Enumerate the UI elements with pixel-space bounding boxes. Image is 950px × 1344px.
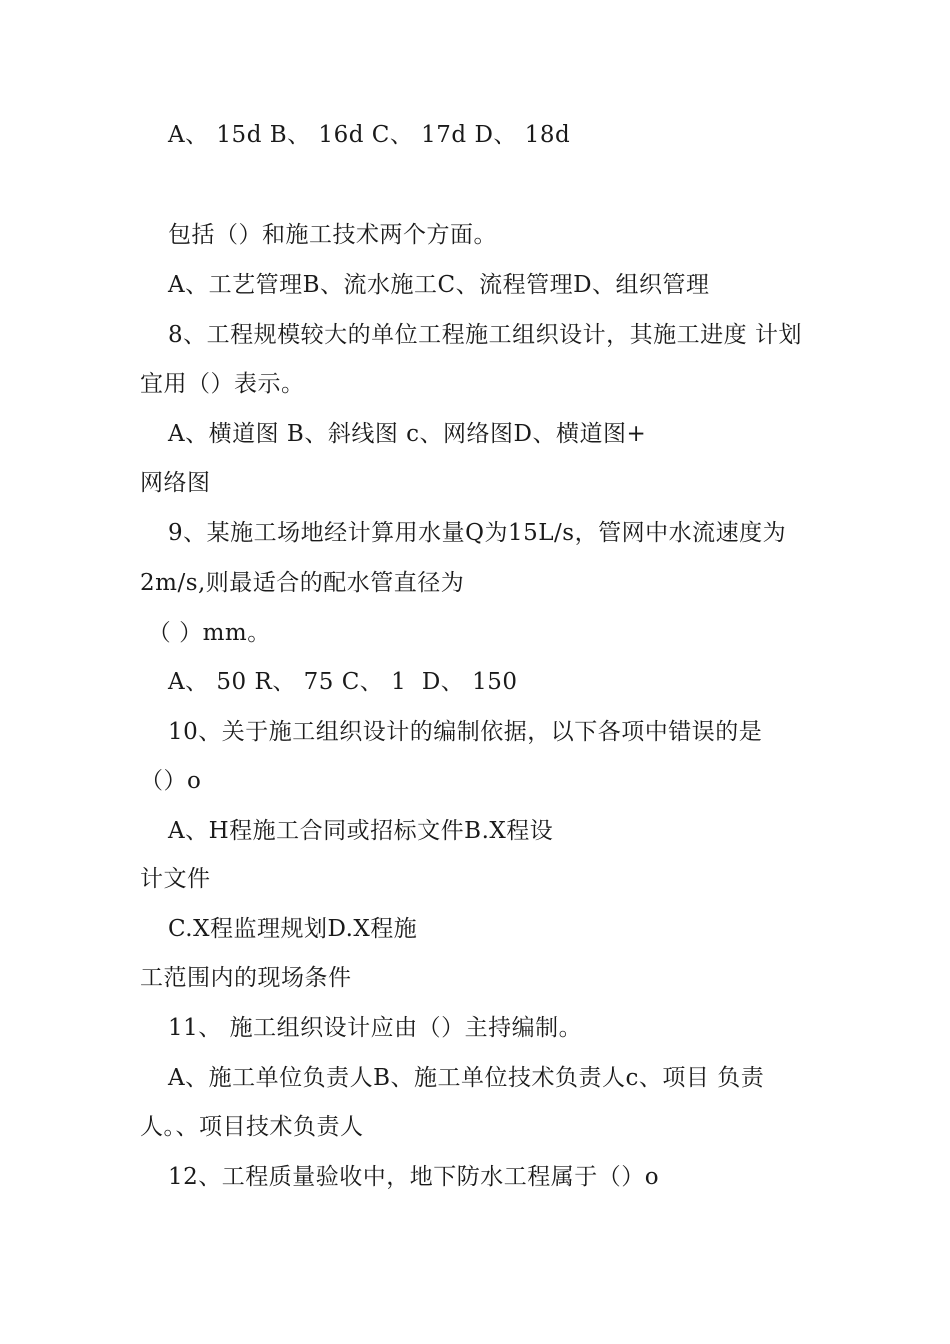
question-9-line-1: 9、某施工场地经计算用水量Q为15L/s，管网中水流速度为 — [168, 520, 787, 546]
question-10-line-2: （）o — [140, 768, 202, 794]
question-8-line-1: 8、工程规模较大的单位工程施工组织设计，其施工进度 计划 — [168, 322, 802, 348]
question-10-options-line-2: 计文件 — [140, 866, 211, 892]
question-11-options-line-1: A、施工单位负责人B、施工单位技术负责人c、项目 负责 — [168, 1065, 765, 1091]
q7-options-line: A、 15d B、 16d C、 17d D、 18d — [168, 122, 571, 148]
question-9-line-2: 2m/s,则最适合的配水管直径为 — [140, 570, 465, 596]
question-10-options-line-4: 工范围内的现场条件 — [140, 965, 352, 991]
question-9-line-3: （ ）mm。 — [140, 620, 271, 646]
question-10-options-line-1: A、H程施工合同或招标文件B.X程设 — [168, 818, 554, 844]
question-8-options-line-2: 网络图 — [140, 470, 211, 496]
question-9-options-line: A、 50 R、 75 C、 1 D、 150 — [168, 669, 518, 695]
question-10-line-1: 10、关于施工组织设计的编制依据，以下各项中错误的是 — [168, 719, 763, 745]
question-8-line-2: 宜用（）表示。 — [140, 371, 305, 397]
question-10-options-line-3: C.X程监理规划D.X程施 — [168, 916, 418, 942]
question-11-options-line-2: 人。、项目技术负责人 — [140, 1114, 364, 1140]
question-11-line: 11、 施工组织设计应由（）主持编制。 — [168, 1015, 583, 1041]
q-stem-fragment: 包括（）和施工技术两个方面。 — [168, 222, 497, 248]
question-8-options-line-1: A、横道图 B、斜线图 c、网络图D、横道图+ — [168, 421, 647, 447]
options-line: A、工艺管理B、流水施工C、流程管理D、组织管理 — [168, 272, 710, 298]
question-12-line: 12、工程质量验收中，地下防水工程属于（）o — [168, 1164, 660, 1190]
